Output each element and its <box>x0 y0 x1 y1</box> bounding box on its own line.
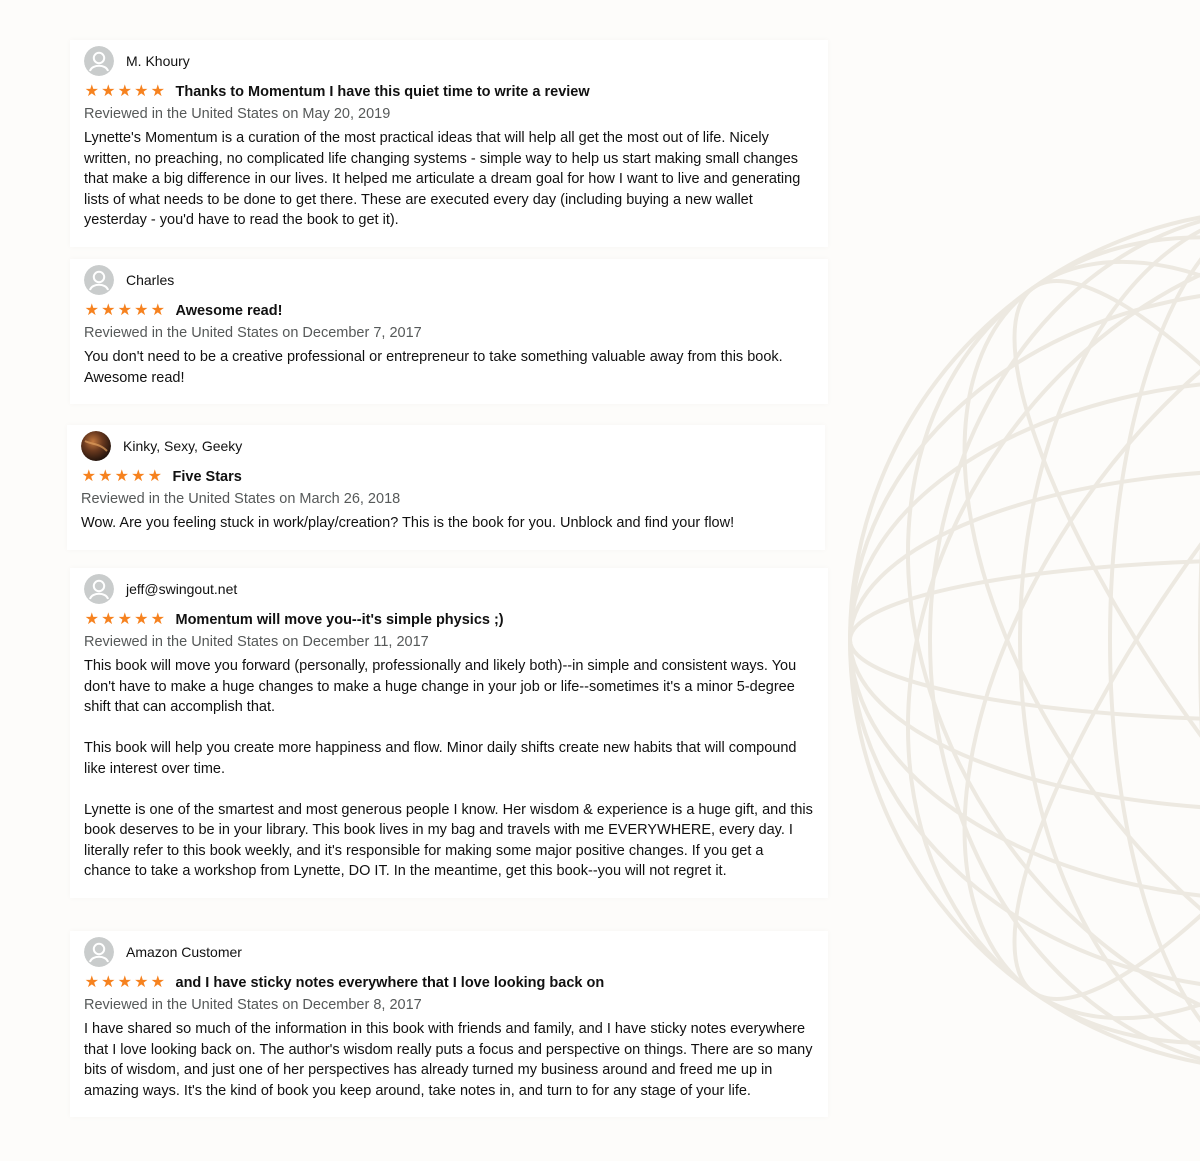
review-author-row <box>84 44 814 78</box>
star-icon: ★ <box>84 302 99 319</box>
star-icon: ★ <box>150 302 165 319</box>
review-title-row <box>84 972 814 994</box>
review-card <box>67 425 825 550</box>
review-body <box>84 347 814 388</box>
star-icon: ★ <box>150 83 165 100</box>
star-icon: ★ <box>98 468 113 485</box>
star-icon: ★ <box>117 974 132 991</box>
review-author-name[interactable]: M. Khoury <box>126 53 190 69</box>
review-card <box>70 259 828 404</box>
star-rating[interactable] <box>84 975 166 991</box>
star-icon: ★ <box>81 468 96 485</box>
review-title-row <box>84 81 814 103</box>
review-author-name[interactable]: Kinky, Sexy, Geeky <box>123 438 243 454</box>
review-paragraph: This book will help you create more happiness and flow. Minor daily shifts create new habits that will compound like interest over time. <box>84 740 797 777</box>
review-author-row <box>84 572 814 606</box>
review-paragraph: This book will move you forward (personally, professionally and likely both)--in simple and consistent ways. You don't have to make a huge changes to make a huge change in your job or life--sometimes it's a minor 5-degree shift that can accomplish that. <box>84 658 797 715</box>
review-paragraph: Lynette's Momentum is a curation of the most practical ideas that will help all get the most out of life. Nicely written, no preaching, no complicated life changing systems - simple way to help us start making small changes that make a big difference in our lives. It helped me articulate a dream goal for how I want to live and generating lists of what needs to be done to get there. These are executed every day (including buying a new wallet yesterday - you'd have to read the book to get it). <box>84 130 801 228</box>
review-date: Reviewed in the United States on December 7, 2017 <box>84 325 422 341</box>
default-avatar-icon <box>84 937 114 967</box>
review-title[interactable]: Awesome read! <box>175 303 283 319</box>
review-author-name[interactable]: Charles <box>126 272 175 288</box>
review-body <box>84 128 814 231</box>
star-icon: ★ <box>150 974 165 991</box>
star-icon: ★ <box>114 468 129 485</box>
review-author-name[interactable]: Amazon Customer <box>126 944 242 960</box>
star-icon: ★ <box>134 83 149 100</box>
review-author-row <box>81 429 811 463</box>
default-avatar-icon <box>84 574 114 604</box>
review-body <box>84 656 814 882</box>
review-body <box>84 1019 814 1101</box>
review-title-row <box>81 466 811 488</box>
review-title[interactable]: Thanks to Momentum I have this quiet time to write a review <box>175 84 590 100</box>
review-title-row <box>84 609 814 631</box>
review-paragraph: Lynette is one of the smartest and most generous people I know. Her wisdom & experience is a huge gift, and this book deserves to be in your library. This book lives in my bag and travels with me EVERYWHERE, every day. I literally refer to this book weekly, and it's responsible for making some major positive changes. If you get a chance to take a workshop from Lynette, DO IT. In the meantime, get this book--you will not regret it. <box>84 801 813 879</box>
review-date: Reviewed in the United States on May 20, 2019 <box>84 106 391 122</box>
review-title-row <box>84 300 814 322</box>
review-card <box>70 568 828 898</box>
photo-avatar <box>81 431 111 461</box>
star-icon: ★ <box>101 611 116 628</box>
star-icon: ★ <box>84 974 99 991</box>
star-icon: ★ <box>117 611 132 628</box>
default-avatar-icon <box>84 46 114 76</box>
star-icon: ★ <box>84 611 99 628</box>
star-icon: ★ <box>117 302 132 319</box>
star-icon: ★ <box>84 83 99 100</box>
review-card <box>70 40 828 247</box>
review-author-row <box>84 263 814 297</box>
star-icon: ★ <box>101 302 116 319</box>
star-icon: ★ <box>101 974 116 991</box>
star-rating[interactable] <box>84 612 166 628</box>
review-title[interactable]: Momentum will move you--it's simple physics ;) <box>175 612 504 628</box>
star-icon: ★ <box>134 611 149 628</box>
star-rating[interactable] <box>84 84 166 100</box>
review-card <box>70 931 828 1117</box>
default-avatar-icon <box>84 265 114 295</box>
review-date: Reviewed in the United States on December 11, 2017 <box>84 634 429 650</box>
star-icon: ★ <box>150 611 165 628</box>
review-paragraph: You don't need to be a creative professional or entrepreneur to take something valuable away from this book. Awesome read! <box>84 349 783 386</box>
star-icon: ★ <box>134 302 149 319</box>
star-icon: ★ <box>101 83 116 100</box>
review-title[interactable]: and I have sticky notes everywhere that I love looking back on <box>175 975 605 991</box>
review-date: Reviewed in the United States on March 26, 2018 <box>81 491 401 507</box>
review-author-name[interactable]: jeff@swingout.net <box>126 581 238 597</box>
review-author-row <box>84 935 814 969</box>
star-rating[interactable] <box>81 469 163 485</box>
review-paragraph: I have shared so much of the information in this book with friends and family, and I have sticky notes everywhere that I love looking back on. The author's wisdom really puts a focus and perspective on things. There are so many bits of wisdom, and just one of her perspectives has already turned my business around and freed me up in amazing ways. It's the kind of book you keep around, take notes in, and turn to for any stage of your life. <box>84 1021 813 1099</box>
star-icon: ★ <box>134 974 149 991</box>
review-paragraph: Wow. Are you feeling stuck in work/play/creation? This is the book for you. Unblock and find your flow! <box>81 515 735 531</box>
review-body <box>81 513 811 534</box>
star-icon: ★ <box>131 468 146 485</box>
review-date: Reviewed in the United States on December 8, 2017 <box>84 997 422 1013</box>
star-icon: ★ <box>147 468 162 485</box>
star-rating[interactable] <box>84 303 166 319</box>
review-title[interactable]: Five Stars <box>172 469 242 485</box>
star-icon: ★ <box>117 83 132 100</box>
